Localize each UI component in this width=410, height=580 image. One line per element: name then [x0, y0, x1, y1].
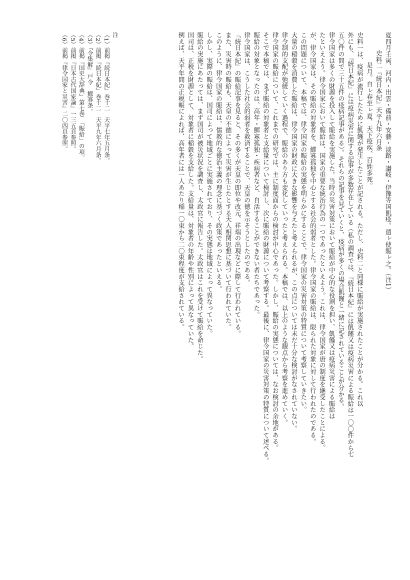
- text-line: 是月。自ㇾ春至ㇾ夏、天下疫疾、百姓多死。: [365, 62, 373, 189]
- text-line: 史料一は、疫病が流行したために飢饉が発生したことが記される。ただし、史料二と同様に賑給が実施されたことが分かる。これ以: [355, 32, 363, 407]
- note-item: （5）前掲『日本古代国家論』一三五頁参照。: [68, 32, 75, 152]
- text-line: この問題について、本稿では、律令国家の賑給の実態を明らかにすることで、律令国家の災害対策の特質について考察していきたい。: [299, 32, 307, 413]
- text-line: 『続日本紀』の賑給記事を見ると、その多くが天皇の即位や改元、祥瑞の出現などに際して行われている。: [233, 32, 241, 337]
- note-item: （2）前掲『続日本紀』巻十二 天平九年六月条。: [94, 32, 101, 164]
- body-text-column: [92, 32, 392, 532]
- note-item: （6）前掲『律令国家と災害』二〇四頁参照。: [60, 32, 67, 152]
- text-line: 律令国家は多くの財源を投入して賑給を実施した。当時の災害対策において賑給が中心的な役割を担い、飢饉又は疫病災害による賑給は: [327, 32, 335, 420]
- source-heading: 史料二『続日本紀』天平九年六月条: [374, 50, 382, 152]
- text-line: 例えば、天平年間の正税帳によれば、高年者には一人あたり稲一〇束から二〇束程度が支給されている。: [177, 32, 185, 331]
- text-line: 賑給の実施にあたっては、まず国司が被災状況を調査し、太政官に報告した。太政官はこれを受けて賑給を命じた。: [195, 32, 203, 363]
- notes-column: [28, 32, 118, 532]
- text-line: 賑給の対象となったのは、高年・鰥寡孤独・疾病者など、自活することができない者たちであった。: [252, 32, 260, 318]
- text-line: このように、律令国家の賑給は、儒教的な徳治主義の理念に基づく政策であったといえる。: [214, 32, 222, 293]
- text-line: たといえよう。律令国家において賑給は、国家の重要な統治行為の一つであったといえよう。これは、律令国家が唐の制度を継受したことによる。: [318, 32, 326, 452]
- text-line: 律令国家の賑給について、これまでの研究では、主に制度面からの検討が中心であった。しかし、賑給の実態については、なお検討の余地がある。: [271, 32, 279, 452]
- note-item: （3）『令集解』戸令 鰥寡条。: [85, 32, 92, 114]
- text-line: しかし、実際の賑給は、国司によって地域ごとに実施されており、その実態は地域によって異なっていた。: [205, 32, 213, 337]
- text-line: 五〇件の間で三十五件の疫病記事がある）。それらの記事を見ていくと、疫病が多くの場合飢饉と一緒に記されていることが分かる。: [336, 32, 344, 410]
- text-line: が、律令国家は、その賑給の対象者を、鰥寡孤独を中心とする社会的弱者とした。律令国家の賑給は、限られた対象に対して行われたのである。: [308, 32, 316, 445]
- note-item: （4）前掲『国史大辞典』第七巻 「賑給」の項。: [77, 32, 84, 161]
- text-line: 律令国家は、こうした社会的弱者を救済することで、天皇の徳を示そうとしたのである。: [242, 32, 250, 286]
- text-line: 国司は、正税を財源として、対象者に稲穀を支給した。支給量は、対象者の年齢や性別によって異なっていた。: [186, 32, 194, 350]
- text-line: 大量の稲穀を消費した賑給は、律令国家の財政に大きな影響を与えたと考えられるが、この点については未だ十分な検討がなされていない。: [289, 32, 297, 433]
- text-line: 外にも、『続日本紀』には疫病災害に関する記事が多数存在している（私の調査では、『続日本紀』には飢饉又は疫病災害による賑給は一〇〇件から七: [346, 32, 354, 458]
- text-line: そこで本稿では、まず賑給の対象者と支給量について検討し、次に賑給の財源について考察する。最後に、律令国家の災害対策の特質について述べる。: [261, 32, 269, 464]
- note-item: （1）前掲『続日本紀』巻十二 天平七年五月条。: [102, 32, 109, 164]
- text-line: また、災害時の賑給も、天皇の不徳によって災害が生じたとする天人相関思想に基づいて行われていた。: [224, 32, 232, 331]
- notes-heading: 注: [111, 32, 117, 38]
- text-line: 夏四月壬寅、河内・出雲・備前・安藝・淡路・讃岐・伊豫等国飢疫。遣ㇾ使賑ㇾ之。（注1）: [384, 32, 391, 294]
- text-line: 律令制的支配が弛緩していく過程で、賑給のあり方も変化していったと考えられる。本稿では、以上のような観点から考察を進めていく。: [280, 32, 288, 426]
